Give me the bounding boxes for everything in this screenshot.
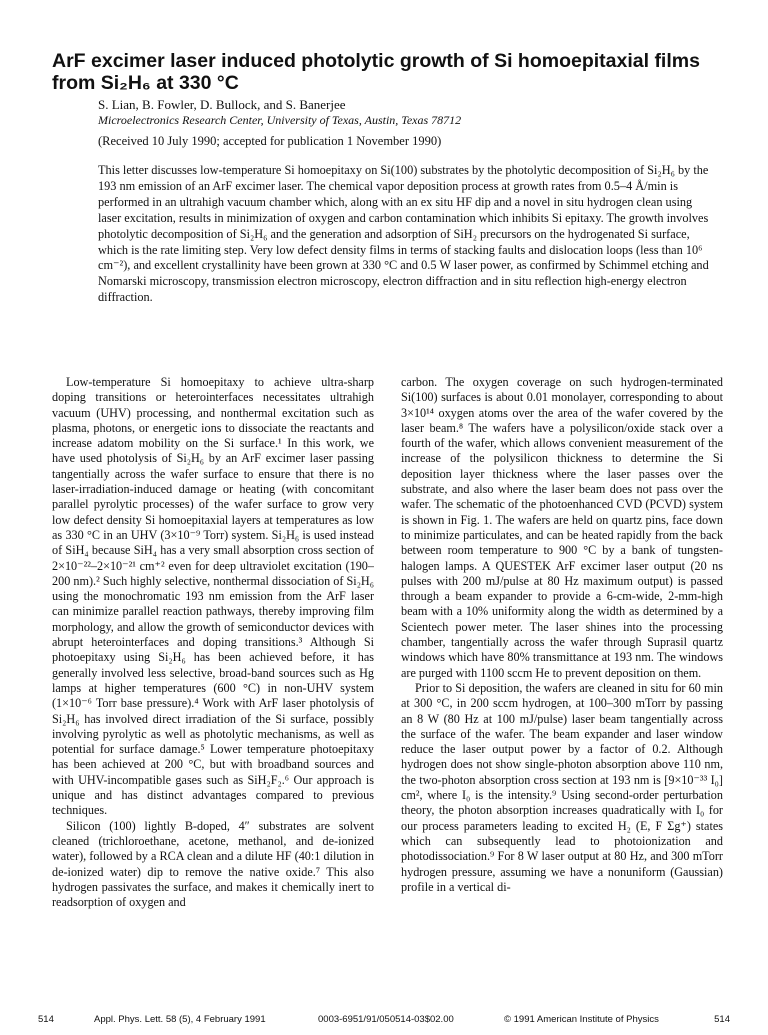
- body-column-right: [401, 375, 723, 979]
- footer-copyright: © 1991 American Institute of Physics: [504, 1014, 659, 1025]
- body-paragraph: Prior to Si deposition, the wafers are cleaned in situ for 60 min at 300 °C, in 200 sccm hydrogen, at 100–300 mTorr by passing an 8 W (80 Hz at 100 mJ/pulse) laser beam tangentially across the surface of the wafer. The beam expander and laser window reduce the laser output power by a factor of 0.2. Although hydrogen does not show single-photon absorption above 110 nm, the two-photon absorption cross section at 193 nm is [9×10⁻³³ I₀] cm², where I₀ is the intensity.⁹ Using second-order perturbation theory, the photon absorption increases quadratically with I₀ for our process parameters leading to excited H₂ (E, F Σg⁺) states which can subsequently lead to photoionization and photodissociation.⁹ For 8 W laser output at 80 Hz, and 300 mTorr hydrogen pressure, assuming we have a nonuniform (Gaussian) profile in a vertical di-: [401, 680, 723, 894]
- footer-journal-citation: Appl. Phys. Lett. 58 (5), 4 February 1991: [94, 1014, 266, 1025]
- received-dates: (Received 10 July 1990; accepted for publication 1 November 1990): [98, 134, 442, 148]
- abstract-text: This letter discusses low-temperature Si homoepitaxy on Si(100) substrates by the photolytic decomposition of Si₂H₆ by the 193 nm emission of an ArF excimer laser. The chemical vapor deposition process at growth rates from 0.5–4 Å/min is performed in an ultrahigh vacuum chamber which, along with an ex situ HF dip and a novel in situ hydrogen clean using laser excitation, results in minimization of oxygen and carbon contamination which inhibits Si epitaxy. The growth involves photolytic decomposition of Si₂H₆ and the generation and adsorption of SiH₂ precursors on the hydrogenated Si surface, which is the rate limiting step. Very low defect density films in terms of stacking faults and dislocation loops (less than 10⁶ cm⁻²), and excellent crystallinity have been grown at 330 °C and 0.5 W laser power, as confirmed by Schimmel etching and Nomarski microscopy, transmission electron microscopy, electron diffraction and in situ reflection high-energy electron diffraction.: [98, 163, 709, 305]
- footer-page-number-right: 514: [714, 1014, 730, 1025]
- body-paragraph: Silicon (100) lightly B-doped, 4″ substrates are solvent cleaned (trichloroethane, acetone, methanol, and de-ionized water), followed by a RCA clean and a dilute HF (40:1 dilution in de-ionized water) dip to remove the native oxide.⁷ This also hydrogen passivates the surface, and makes it chemically inert to readsorption of oxygen and: [52, 818, 374, 910]
- article-title: ArF excimer laser induced photolytic growth of Si homoepitaxial films from Si₂H₆ at 330 °C: [52, 50, 700, 94]
- body-paragraph: Low-temperature Si homoepitaxy to achieve ultra-sharp doping transitions or heterointerfaces necessitates ultrahigh vacuum (UHV) processing, and nonthermal excitation such as plasma, photons, or energetic ions to dissociate the reactants and increase adatom mobility on the Si surface.¹ In this work, we have used photolysis of Si₂H₆ by an ArF excimer laser passing tangentially across the wafer surface to ensure that there is no laser-irradiation-induced damage or heating (with concomitant parallel pyrolytic processes) of the wafer surface to grow very low defect density Si homoepitaxial layers at temperatures as low as 330 °C in an UHV (3×10⁻⁹ Torr) system. Si₂H₆ is used instead of SiH₄ because SiH₄ has a very small absorption cross section of 2×10⁻²²–2×10⁻²¹ cm⁺² even for deep ultraviolet excitation (190–200 nm).² Such highly selective, nonthermal dissociation of Si₂H₆ using the monochromatic 193 nm emission from the ArF laser can minimize parallel reaction pathways, thereby improving film morphology, and allow the growth of semiconductor devices with abrupt heterointerfaces and doping transitions.³ Although Si photoepitaxy using Si₂H₆ has been achieved before, it has generally involved less selective, broad-band sources such as Hg lamps at higher temperatures (600 °C) in non-UHV system (1×10⁻⁶ Torr base pressure).⁴ Work with ArF laser photolysis of Si₂H₆ has involved direct irradiation of the Si surface, possibly involving pyrolytic as well as photolytic mechanisms, as well as potential for surface damage.⁵ Lower temperature photoepitaxy has been achieved at 200 °C, but with broadband sources and with UHV-incompatible gases such as SiH₂F₂.⁶ Our approach is unique and has distinct advantages compared to previous techniques.: [52, 375, 374, 818]
- affiliation: Microelectronics Research Center, University of Texas, Austin, Texas 78712: [98, 113, 462, 127]
- page-footer: [38, 1013, 730, 1027]
- footer-article-code: 0003-6951/91/050514-03$02.00: [318, 1014, 454, 1025]
- body-column-left: [52, 375, 374, 979]
- author-list: S. Lian, B. Fowler, D. Bullock, and S. Banerjee: [98, 97, 346, 112]
- abstract: [98, 163, 718, 306]
- body-paragraph: carbon. The oxygen coverage on such hydrogen-terminated Si(100) surfaces is about 0.01 monolayer, corresponding to about 3×10¹⁴ oxygen atoms over the area of the wafer covered by the laser beam.⁸ The wafers have a polysilicon/oxide stack over a fourth of the wafer, which allows convenient measurement of the increase of the polysilicon thickness to determine the Si deposition layer thickness where the laser passes over the substrate, and also where the laser beam does not pass over the wafer. The schematic of the photoenhanced CVD (PCVD) system is shown in Fig. 1. The wafers are held on quartz pins, face down to minimize particulates, and can be heated rapidly from the back between room temperature to 900 °C by a bank of tungsten-halogen lamps. A QUESTEK ArF excimer laser output (20 ns pulses with 200 mJ/pulse at 80 Hz maximum output) is passed through a beam expander to provide a 6-cm-wide, 2-mm-high beam with a 10% uniformity along the width as determined by a Scientech power meter. The laser shines into the processing chamber, tangentially across the wafer through Suprasil quartz windows which have 80% transmittance at 193 nm. The windows are purged with 1100 sccm He to prevent deposition on them.: [401, 375, 723, 680]
- footer-page-number-left: 514: [38, 1014, 54, 1025]
